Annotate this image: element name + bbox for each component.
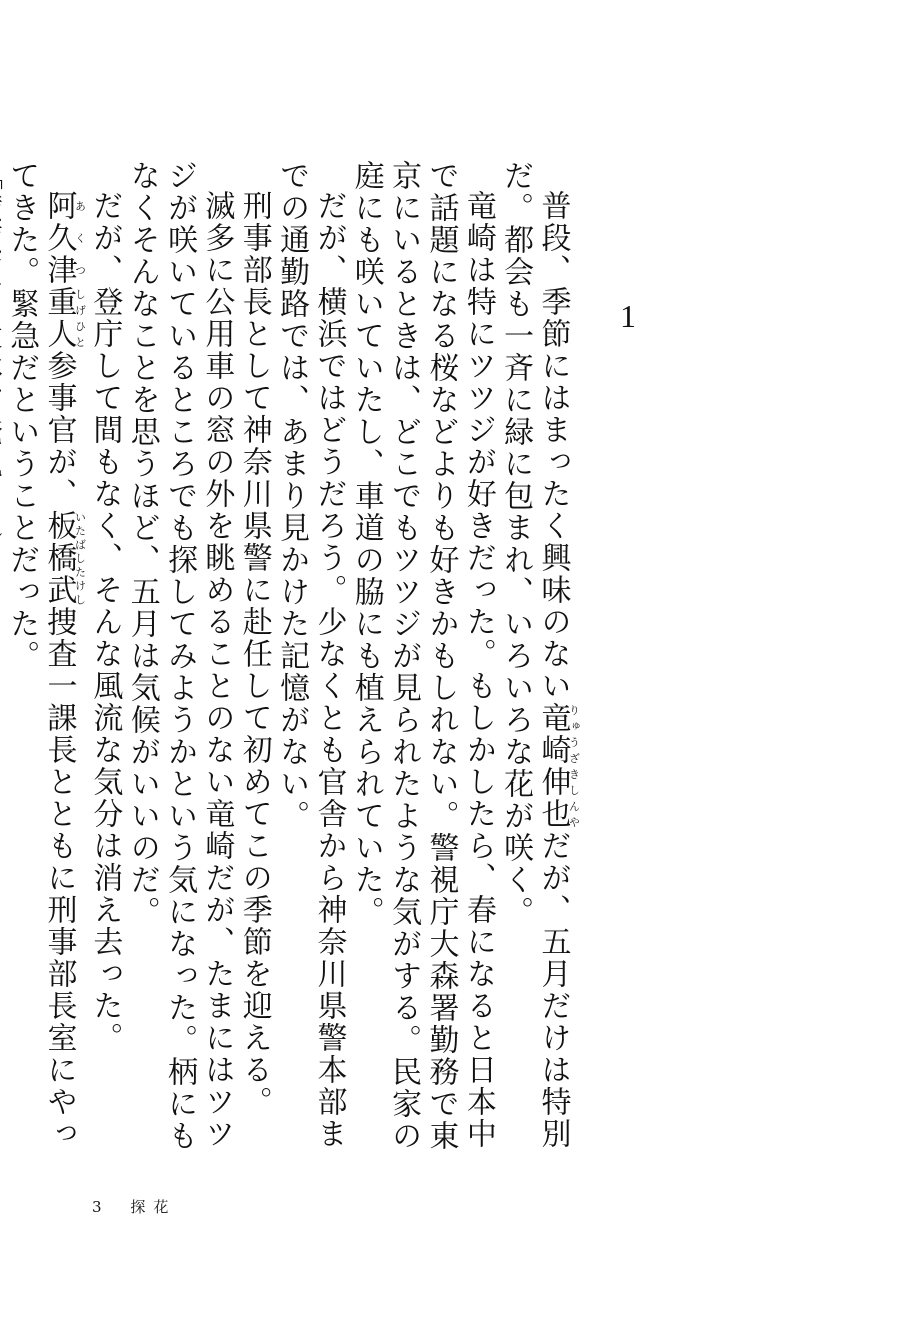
text-run: 捜査一課長とともに刑事部長室にやってきた。緊急だということだった。 bbox=[4, 160, 77, 1150]
ruby-name bbox=[535, 702, 581, 830]
ruby-name bbox=[41, 190, 87, 286]
name-text: 阿久津 bbox=[41, 190, 77, 286]
page-number: 3 bbox=[92, 1198, 102, 1216]
ruby-name bbox=[41, 510, 87, 606]
paragraph: 滅多に公用車の窓の外を眺めることのない竜崎だが、たまにはツツジが咲いているところでも探してみようかという気になった。柄にもなくそんなことを思うほど、五月は気候がいいのだ。 bbox=[124, 160, 235, 1152]
running-title: 探花 bbox=[130, 1198, 177, 1216]
dialogue-line bbox=[0, 160, 3, 1170]
paragraph: だが、登庁して間もなく、そんな風流な気分は消え去った。 bbox=[87, 190, 123, 1054]
text-run: 普段、季節にはまったく興味のない bbox=[535, 190, 571, 702]
paragraph bbox=[3, 160, 86, 1170]
furigana: しげひと bbox=[73, 286, 87, 350]
furigana: あくつ bbox=[73, 190, 87, 286]
paragraph: 刑事部長として神奈川県警に赴任して初めてこの季節を迎える。 bbox=[236, 190, 272, 1118]
body-text bbox=[4, 160, 581, 1170]
name-text: 竜崎伸也 bbox=[535, 702, 571, 830]
text-run: 参事官が、 bbox=[41, 350, 77, 510]
name-text: 重人 bbox=[41, 286, 77, 350]
text-run: だが、五月だけは特別だ。都会も一斉に緑に包まれ、いろいろな花が咲く。 bbox=[498, 160, 571, 1150]
furigana: りゅうざきしんや bbox=[567, 702, 581, 830]
name-text: 板橋武 bbox=[41, 510, 77, 606]
paragraph bbox=[497, 160, 580, 1170]
chapter-number: 1 bbox=[620, 298, 636, 334]
paragraph: 竜崎は特にツツジが好きだった。もしかしたら、春になると日本中で話題になる桜などよりも好きかもしれない。警視庁大森署勤務で東京にいるときは、どこでもツツジが見られたような気がする。民家の庭にも咲いていたし、車道の脇にも植えられていた。 bbox=[348, 160, 496, 1152]
ruby-name bbox=[41, 286, 87, 350]
paragraph: だが、横浜ではどうだろう。少なくとも官舎から神奈川県警本部までの通勤路では、あまり見かけた記憶がない。 bbox=[274, 160, 347, 1150]
furigana: いたばしたけし bbox=[73, 510, 87, 606]
footer bbox=[92, 1196, 176, 1217]
